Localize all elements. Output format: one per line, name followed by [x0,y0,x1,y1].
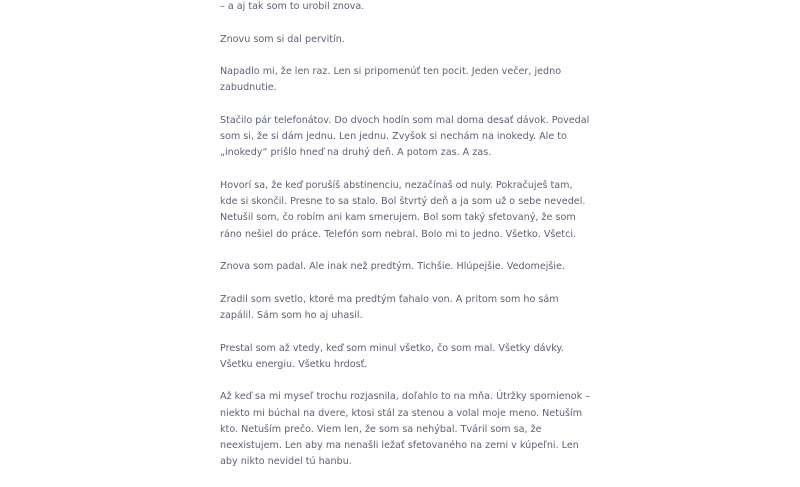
paragraph: Stačilo pár telefonátov. Do dvoch hodín som mal doma desať dávok. Povedal som si, že si dám jednu. Len jednu. Zvyšok si nechám na inokedy. Ale to „inokedy“ prišlo hneď na druhý deň. A potom zas. A zas. [220,114,590,159]
paragraph: – a aj tak som to urobil znova. [220,1,365,12]
paragraph: Zradil som svetlo, ktoré ma predtým ťahalo von. A pritom som ho sám zapálil. Sám som ho aj uhasil. [220,293,559,321]
paragraph: Až keď sa mi myseľ trochu rozjasnila, doľahlo to na mňa. Útržky spomienok – niekto mi búchal na dvere, ktosi stál za stenou a volal moje meno. Netuším kto. Netuším prečo. Viem len, že som sa nehýbal. Tváril som sa, že neexistujem. Len aby ma nenašli ležať sfetovaného na zemi v kúpeľni. Len aby nikto nevidel tú hanbu. [220,391,591,468]
paragraph: Prestal som až vtedy, keď som minul všetko, čo som mal. Všetky dávky. Všetku energiu. Všetku hrdosť. [220,342,564,370]
paragraph: Napadlo mi, že len raz. Len si pripomenúť ten pocit. Jeden večer, jedno zabudnutie. [220,66,562,94]
paragraph: Znova som padal. Ale inak než predtým. Tichšie. Hlúpejšie. Vedomejšie. [220,261,566,273]
paragraph: Znovu som si dal pervitín. [220,33,345,45]
paragraph: Hovorí sa, že keď porušíš abstinenciu, nezačínaš od nuly. Pokračuješ tam, kde si skončil. Presne to sa stalo. Bol štvrtý deň a ja som už o sebe nevedel. Netušil som, čo robím ani kam smerujem. Bol som taký sfetovaný, že som ráno nešiel do práce. Telefón som nebral. Bolo mi to jedno. Všetko. Všetci. [220,179,586,240]
article-body [220,0,592,487]
